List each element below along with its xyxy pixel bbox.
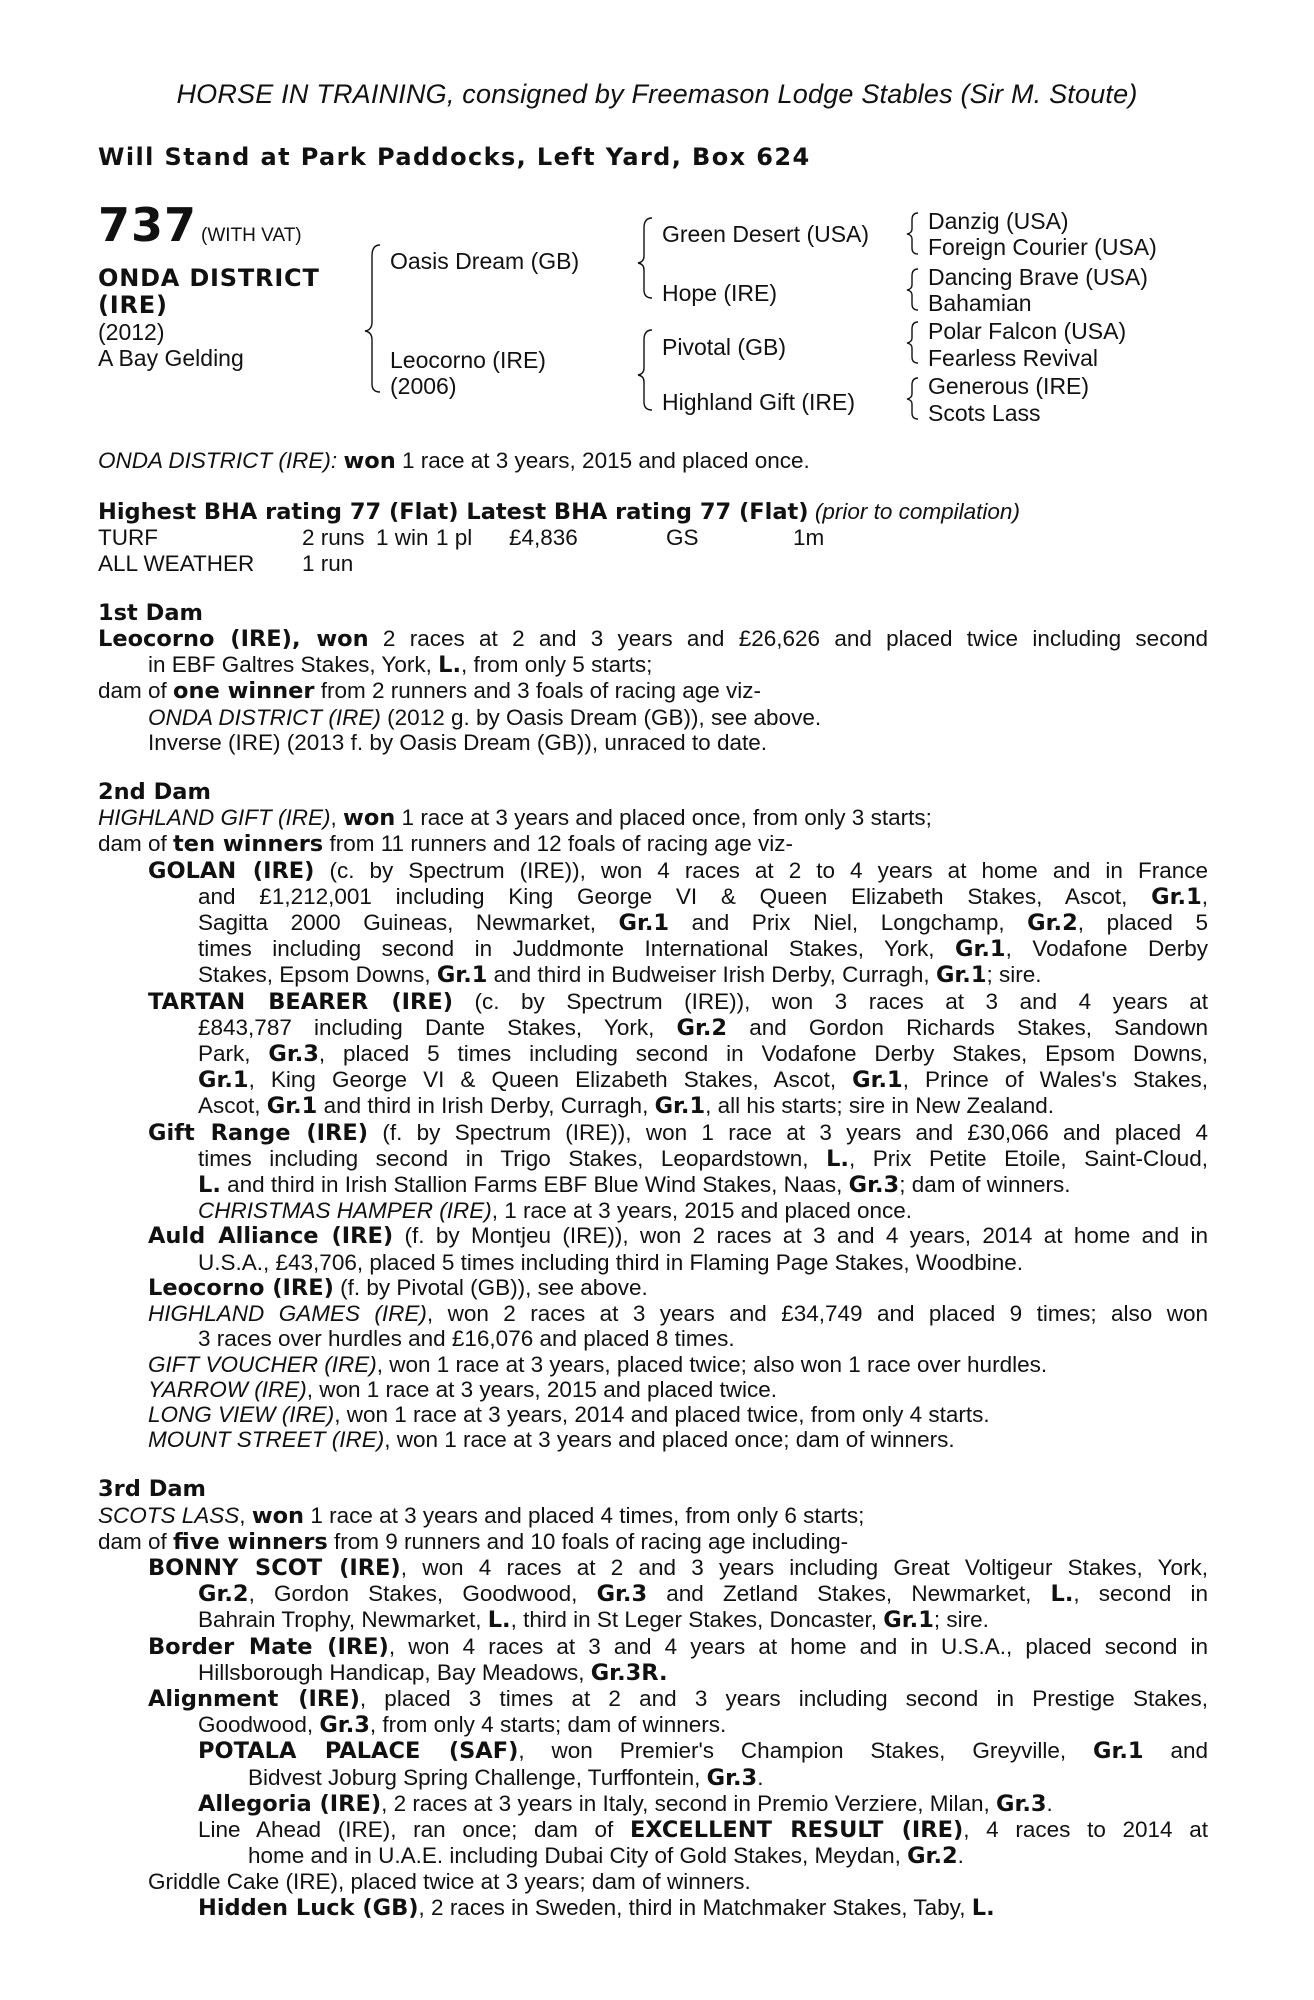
produce-entry: Bidvest Joburg Spring Challenge, Turffontein, Gr.3.	[248, 1764, 764, 1791]
dam-year: (2006)	[390, 373, 457, 399]
horse-description: A Bay Gelding	[98, 345, 244, 371]
produce-entry: BONNY SCOT (IRE), won 4 races at 2 and 3 years including Great Voltigeur Stakes, York,	[148, 1554, 1208, 1581]
produce-entry: Leocorno (IRE) (f. by Pivotal (GB)), see above.	[148, 1274, 648, 1301]
first-dam-line: in EBF Galtres Stakes, York, L., from only 5 starts;	[148, 652, 653, 679]
produce-entry: Border Mate (IRE), won 4 races at 3 and 4 years at home and in U.S.A., placed second in	[148, 1633, 1208, 1660]
produce-entry: TARTAN BEARER (IRE) (c. by Spectrum (IRE)), won 3 races at 3 and 4 years at	[148, 988, 1209, 1015]
produce-entry: LONG VIEW (IRE), won 1 race at 3 years, 2014 and placed twice, from only 4 starts.	[148, 1401, 990, 1427]
produce-entry: Hillsborough Handicap, Bay Meadows, Gr.3R.	[198, 1659, 668, 1686]
foal-year: (2012)	[98, 319, 165, 345]
vat-note: (WITH VAT)	[201, 225, 302, 246]
first-dam-line: Leocorno (IRE), won 2 races at 2 and 3 years and £26,626 and placed twice including second	[98, 626, 1208, 653]
first-dam-produce: Inverse (IRE) (2013 f. by Oasis Dream (GB)), unraced to date.	[148, 729, 767, 755]
produce-entry: Allegoria (IRE), 2 races at 3 years in Italy, second in Premio Verziere, Milan, Gr.3.	[198, 1790, 1053, 1817]
third-dam-line: SCOTS LASS, won 1 race at 3 years and placed 4 times, from only 6 starts;	[98, 1502, 865, 1529]
second-dam-line: dam of ten winners from 11 runners and 12 foals of racing age viz-	[98, 831, 794, 858]
brace-sire	[638, 218, 652, 298]
produce-entry: Gr.2, Gordon Stakes, Goodwood, Gr.3 and Zetland Stakes, Newmarket, L., second in	[198, 1581, 1208, 1608]
produce-entry: Griddle Cake (IRE), placed twice at 3 years; dam of winners.	[148, 1869, 751, 1895]
ancestor-8: Scots Lass	[928, 400, 1041, 426]
produce-entry: Stakes, Epsom Downs, Gr.1 and third in Budweiser Irish Derby, Curragh, Gr.1; sire.	[198, 962, 1042, 989]
produce-entry: GOLAN (IRE) (c. by Spectrum (IRE)), won 4 races at 2 to 4 years at home and in France	[148, 857, 1208, 884]
dam-sire: Pivotal (GB)	[662, 334, 786, 360]
ancestor-1: Danzig (USA)	[928, 208, 1069, 234]
produce-entry: Sagitta 2000 Guineas, Newmarket, Gr.1 and Prix Niel, Longchamp, Gr.2, placed 5	[198, 910, 1208, 937]
produce-entry: U.S.A., £43,706, placed 5 times including third in Flaming Page Stakes, Woodbine.	[198, 1249, 1024, 1275]
ancestor-7: Generous (IRE)	[928, 373, 1090, 399]
produce-entry: home and in U.A.E. including Dubai City of Gold Stakes, Meydan, Gr.2.	[248, 1843, 964, 1870]
produce-entry: Goodwood, Gr.3, from only 4 starts; dam of winners.	[198, 1712, 727, 1739]
sire: Oasis Dream (GB)	[390, 248, 580, 274]
first-dam-produce: ONDA DISTRICT (IRE) (2012 g. by Oasis Dream (GB)), see above.	[148, 704, 822, 730]
second-dam-line: HIGHLAND GIFT (IRE), won 1 race at 3 years and placed once, from only 3 starts;	[98, 805, 932, 832]
third-dam-heading: 3rd Dam	[98, 1476, 206, 1503]
produce-entry: Gr.1, King George VI & Queen Elizabeth Stakes, Ascot, Gr.1, Prince of Wales's Stakes,	[198, 1067, 1208, 1094]
ancestor-5: Polar Falcon (USA)	[928, 318, 1127, 344]
produce-entry: £843,787 including Dante Stakes, York, Gr.2 and Gordon Richards Stakes, Sandown	[198, 1014, 1208, 1041]
brace-g3	[907, 322, 918, 363]
produce-entry: and £1,212,001 including King George VI & Queen Elizabeth Stakes, Ascot, Gr.1,	[198, 883, 1208, 910]
produce-entry: Bahrain Trophy, Newmarket, L., third in St Leger Stakes, Doncaster, Gr.1; sire.	[198, 1607, 989, 1634]
produce-entry: GIFT VOUCHER (IRE), won 1 race at 3 years, placed twice; also won 1 race over hurdles.	[148, 1351, 1048, 1377]
produce-entry: L. and third in Irish Stallion Farms EBF Blue Wind Stakes, Naas, Gr.3; dam of winners.	[198, 1172, 1071, 1199]
first-dam-line: dam of one winner from 2 runners and 3 foals of racing age viz-	[98, 678, 761, 705]
horse-name-line1: ONDA DISTRICT	[98, 264, 320, 292]
produce-entry: CHRISTMAS HAMPER (IRE), 1 race at 3 years, 2015 and placed once.	[198, 1198, 913, 1224]
produce-entry: Hidden Luck (GB), 2 races in Sweden, third in Matchmaker Stakes, Taby, L.	[198, 1894, 995, 1921]
all-weather-record: ALL WEATHER 1 run	[98, 550, 354, 576]
brace-g1	[907, 213, 918, 254]
page-title: HORSE IN TRAINING, consigned by Freemason Lodge Stables (Sir M. Stoute)	[176, 79, 1138, 109]
bha-rating: Highest BHA rating 77 (Flat) Latest BHA rating 77 (Flat) (prior to compilation)	[98, 499, 1020, 526]
race-record	[98, 448, 1208, 1921]
produce-entry: POTALA PALACE (SAF), won Premier's Champion Stakes, Greyville, Gr.1 and	[198, 1738, 1209, 1765]
lot-number: 737	[98, 198, 198, 252]
produce-entry: YARROW (IRE), won 1 race at 3 years, 2015 and placed twice.	[148, 1376, 778, 1402]
ancestor-4: Bahamian	[928, 290, 1032, 316]
third-dam-line: dam of five winners from 9 runners and 10 foals of racing age including-	[98, 1528, 849, 1555]
produce-entry: Line Ahead (IRE), ran once; dam of EXCELLENT RESULT (IRE), 4 races to 2014 at	[198, 1816, 1208, 1843]
produce-entry: times including second in Juddmonte International Stakes, York, Gr.1, Vodafone Derby	[198, 936, 1208, 963]
brace-g4	[907, 378, 918, 419]
sire-sire: Green Desert (USA)	[662, 221, 870, 247]
produce-entry: Alignment (IRE), placed 3 times at 2 and 3 years including second in Prestige Stakes,	[148, 1685, 1208, 1712]
sire-dam: Hope (IRE)	[662, 280, 778, 306]
first-dam-heading: 1st Dam	[98, 599, 203, 626]
dam-dam: Highland Gift (IRE)	[662, 389, 856, 415]
brace-gen1	[365, 245, 380, 392]
turf-record: TURF 2 runs 1 win 1 pl £4,836 GS 1m	[98, 525, 825, 551]
produce-entry: Gift Range (IRE) (f. by Spectrum (IRE)), won 1 race at 3 years and £30,066 and placed 4	[148, 1119, 1208, 1146]
second-dam-heading: 2nd Dam	[98, 779, 211, 806]
produce-entry: 3 races over hurdles and £16,076 and placed 8 times.	[198, 1326, 735, 1352]
brace-g2	[907, 269, 918, 310]
pedigree-braces	[0, 0, 1314, 440]
brace-dam	[638, 330, 652, 410]
record-summary: ONDA DISTRICT (IRE): won 1 race at 3 years, 2015 and placed once.	[98, 448, 810, 474]
produce-entry: Park, Gr.3, placed 5 times including second in Vodafone Derby Stakes, Epsom Downs,	[198, 1041, 1208, 1068]
stand-location: Will Stand at Park Paddocks, Left Yard, Box 624	[98, 143, 811, 171]
produce-entry: HIGHLAND GAMES (IRE), won 2 races at 3 years and £34,749 and placed 9 times; also won	[148, 1301, 1208, 1327]
ancestor-6: Fearless Revival	[928, 345, 1098, 371]
ancestor-3: Dancing Brave (USA)	[928, 264, 1148, 290]
produce-entry: Ascot, Gr.1 and third in Irish Derby, Curragh, Gr.1, all his starts; sire in New Zealand.	[198, 1093, 1055, 1120]
dam: Leocorno (IRE)	[390, 347, 546, 373]
produce-entry: Auld Alliance (IRE) (f. by Montjeu (IRE)), won 2 races at 3 and 4 years, 2014 at home and in	[148, 1223, 1208, 1250]
produce-entry: times including second in Trigo Stakes, Leopardstown, L., Prix Petite Etoile, Saint-Cloud,	[198, 1145, 1208, 1172]
ancestor-2: Foreign Courier (USA)	[928, 234, 1157, 260]
horse-name-line2: (IRE)	[98, 291, 168, 319]
produce-entry: MOUNT STREET (IRE), won 1 race at 3 years and placed once; dam of winners.	[148, 1427, 955, 1453]
